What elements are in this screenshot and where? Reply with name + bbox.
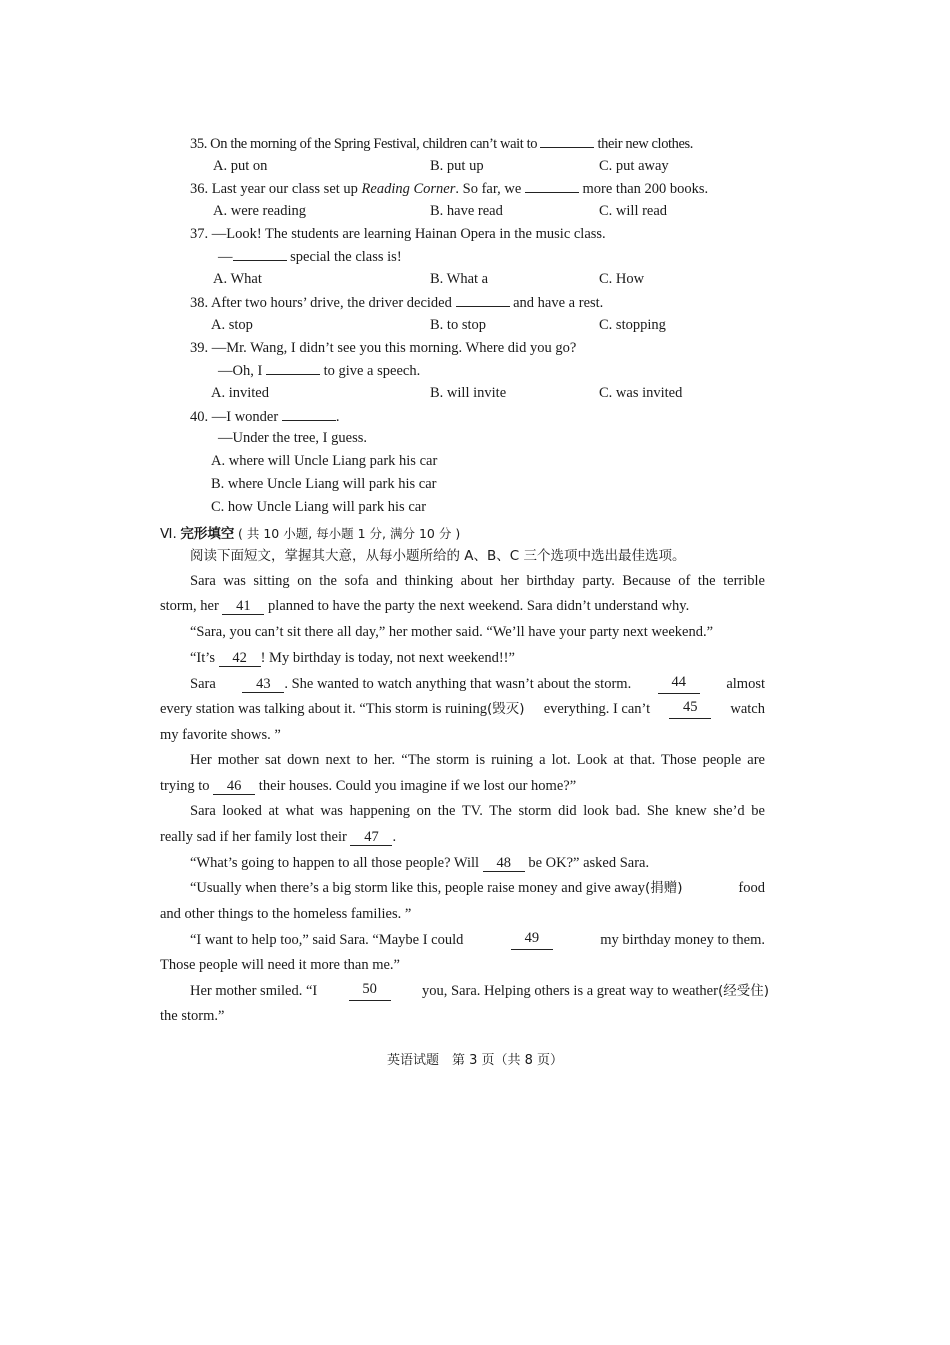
question-text: On the morning of the Spring Festival, children can’t wait to bbox=[210, 136, 538, 152]
gap-43[interactable]: 43 bbox=[242, 676, 284, 693]
option-b: B. will invite bbox=[430, 385, 507, 401]
option-b: B. put up bbox=[430, 158, 484, 174]
gloss: (经受住) bbox=[717, 983, 769, 999]
passage-line bbox=[160, 776, 576, 796]
passage-line bbox=[190, 853, 649, 873]
question-text: After two hours’ drive, the driver decided bbox=[210, 295, 452, 311]
passage-text: planned to have the party the next weekend. Sara didn’t understand why. bbox=[268, 598, 690, 614]
passage-text: . bbox=[392, 829, 397, 845]
question-text: to give a speech. bbox=[323, 363, 421, 379]
passage-text: “Usually when there’s a big storm like this, people raise money and give away bbox=[190, 880, 646, 896]
question-text: —I wonder bbox=[211, 409, 279, 425]
passage-text: really sad if her family lost their bbox=[160, 829, 347, 845]
question-text: and have a rest. bbox=[513, 295, 604, 311]
question-text: —Oh, I bbox=[218, 363, 263, 379]
option-b: B. to stop bbox=[430, 317, 486, 333]
gap-46[interactable]: 46 bbox=[213, 778, 255, 795]
question-number: 37. bbox=[190, 226, 209, 242]
question-40-reply: —Under the tree, I guess. bbox=[218, 430, 367, 446]
option-a: A. put on bbox=[213, 158, 268, 174]
option-c: C. stopping bbox=[599, 317, 666, 333]
passage-text: every station was talking about it. “This storm is ruining bbox=[160, 701, 488, 717]
passage-line bbox=[190, 981, 769, 1001]
gap-41[interactable]: 41 bbox=[222, 598, 264, 615]
passage-line: Sara was sitting on the sofa and thinking about her birthday party. Because of the terrible bbox=[190, 573, 765, 589]
gap-49[interactable]: 49 bbox=[511, 930, 553, 950]
passage-text: you, Sara. Helping others is a great way to weather bbox=[422, 983, 718, 999]
passage-text: trying to bbox=[160, 778, 210, 794]
gloss: (捐赠) bbox=[645, 880, 683, 896]
passage-text: “I want to help too,” said Sara. “Maybe I could bbox=[190, 932, 464, 948]
passage-text: watch bbox=[730, 701, 765, 717]
question-39 bbox=[190, 338, 576, 358]
section-heading bbox=[160, 524, 460, 544]
passage-line bbox=[160, 699, 765, 719]
answer-blank bbox=[525, 178, 579, 193]
question-text: . bbox=[335, 409, 340, 425]
passage-text: my birthday money to them. bbox=[600, 932, 765, 948]
book-title: Reading Corner bbox=[361, 181, 456, 197]
gap-44[interactable]: 44 bbox=[658, 674, 700, 694]
question-text: special the class is! bbox=[290, 249, 402, 265]
option-b: B. where Uncle Liang will park his car bbox=[211, 476, 437, 492]
passage-line: the storm.” bbox=[160, 1008, 225, 1024]
answer-blank bbox=[233, 246, 287, 261]
question-number: 36. bbox=[190, 181, 209, 197]
question-40 bbox=[190, 406, 339, 427]
passage-line bbox=[190, 648, 515, 668]
gap-47[interactable]: 47 bbox=[350, 829, 392, 846]
passage-line bbox=[160, 596, 689, 616]
passage-text: their houses. Could you imagine if we lost our home?” bbox=[258, 778, 577, 794]
answer-blank bbox=[540, 133, 594, 148]
gap-45[interactable]: 45 bbox=[669, 699, 711, 719]
passage-line bbox=[190, 878, 765, 898]
passage-text: everything. I can’t bbox=[543, 701, 651, 717]
passage-line bbox=[190, 930, 765, 950]
option-a: A. invited bbox=[211, 385, 269, 401]
passage-text: Sara bbox=[190, 676, 216, 692]
answer-blank bbox=[266, 360, 320, 375]
option-c: C. how Uncle Liang will park his car bbox=[211, 499, 427, 515]
passage-text: Her mother smiled. “I bbox=[190, 983, 318, 999]
question-number: 40. bbox=[190, 409, 209, 425]
question-text: Last year our class set up bbox=[211, 181, 358, 197]
page-footer: 英语试题 第 3 页（共 8 页） bbox=[386, 1053, 564, 1068]
passage-line: my favorite shows. ” bbox=[160, 727, 281, 743]
passage-line: “Sara, you can’t sit there all day,” her mother said. “We’ll have your party next weekend.” bbox=[190, 624, 714, 640]
option-a: A. stop bbox=[211, 317, 253, 333]
gloss: (毁灭) bbox=[487, 701, 525, 717]
gap-48[interactable]: 48 bbox=[483, 855, 525, 872]
section-number: Ⅵ. bbox=[160, 526, 177, 542]
question-text: more than 200 books. bbox=[582, 181, 709, 197]
section-instruction: 阅读下面短文，掌握其大意，从每小题所给的 A、B、C 三个选项中选出最佳选项。 bbox=[190, 548, 686, 564]
question-38 bbox=[190, 292, 603, 313]
gap-50[interactable]: 50 bbox=[349, 981, 391, 1001]
passage-text: “It’s bbox=[190, 650, 215, 666]
question-number: 39. bbox=[190, 340, 209, 356]
passage-text: “What’s going to happen to all those people? Will bbox=[190, 855, 480, 871]
option-a: A. What bbox=[213, 271, 262, 287]
question-text: — bbox=[218, 249, 233, 265]
question-37-reply bbox=[218, 246, 402, 267]
passage-text: be OK?” asked Sara. bbox=[528, 855, 650, 871]
gap-42[interactable]: 42 bbox=[219, 650, 261, 667]
option-b: B. What a bbox=[430, 271, 489, 287]
question-number: 38. bbox=[190, 295, 209, 311]
option-b: B. have read bbox=[430, 203, 503, 219]
question-36 bbox=[190, 178, 708, 199]
passage-text: ! My birthday is today, not next weekend!!” bbox=[260, 650, 515, 666]
question-text: —Look! The students are learning Hainan Opera in the music class. bbox=[211, 226, 606, 242]
question-text: . So far, we bbox=[455, 181, 522, 197]
passage-line: Sara looked at what was happening on the TV. The storm did look bad. She knew she’d be bbox=[190, 803, 765, 819]
answer-blank bbox=[282, 406, 336, 421]
question-text: —Mr. Wang, I didn’t see you this morning. Where did you go? bbox=[211, 340, 577, 356]
passage-text: almost bbox=[726, 676, 765, 692]
question-text: their new clothes. bbox=[597, 136, 694, 152]
section-note: ( 共 10 小题, 每小题 1 分, 满分 10 分 ) bbox=[238, 526, 461, 541]
passage-text: food bbox=[738, 880, 765, 896]
option-c: C. will read bbox=[599, 203, 668, 219]
passage-line bbox=[160, 827, 396, 847]
option-c: C. How bbox=[599, 271, 645, 287]
passage-text: . She wanted to watch anything that wasn’t about the storm. bbox=[284, 676, 632, 692]
passage-line: and other things to the homeless families. ” bbox=[160, 906, 412, 922]
option-a: A. where will Uncle Liang park his car bbox=[211, 453, 438, 469]
section-title: 完形填空 bbox=[180, 526, 235, 542]
passage-line bbox=[190, 674, 765, 694]
passage-line: Her mother sat down next to her. “The storm is ruining a lot. Look at that. Those people are bbox=[190, 752, 765, 768]
option-c: C. put away bbox=[599, 158, 669, 174]
question-39-reply bbox=[218, 360, 420, 381]
passage-line: Those people will need it more than me.” bbox=[160, 957, 400, 973]
question-37 bbox=[190, 224, 606, 244]
option-a: A. were reading bbox=[213, 203, 306, 219]
question-35 bbox=[190, 133, 693, 154]
answer-blank bbox=[456, 292, 510, 307]
passage-text: storm, her bbox=[160, 598, 219, 614]
question-number: 35. bbox=[190, 136, 207, 152]
option-c: C. was invited bbox=[599, 385, 683, 401]
